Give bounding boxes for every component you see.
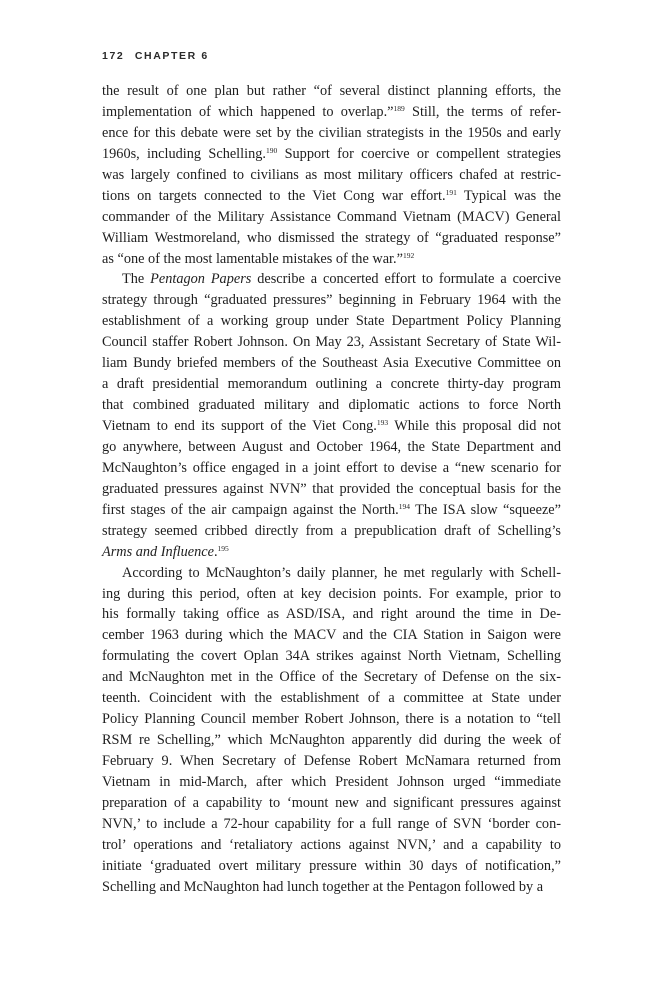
paragraph-p1 — [102, 81, 561, 269]
text-line — [102, 311, 561, 332]
text-line — [102, 521, 561, 542]
text-line — [102, 877, 561, 898]
text-line — [102, 835, 561, 856]
text-line — [102, 353, 561, 374]
body-text — [102, 81, 561, 898]
text-line — [102, 416, 561, 437]
text-line — [102, 249, 561, 270]
text-run: liam Bundy briefed members of the Southeast Asia Executive Committee on — [102, 355, 561, 372]
text-line — [102, 563, 561, 584]
text-line — [102, 332, 561, 353]
text-line — [102, 144, 561, 165]
text-run: ing during this period, often at key decision points. For example, prior to — [102, 585, 561, 602]
text-run: strategy through “graduated pressures” beginning in February 1964 with the — [102, 292, 561, 309]
text-run: initiate ‘graduated overt military pressure within 30 days of notification,” — [102, 857, 561, 874]
text-line — [102, 290, 561, 311]
text-run: his formally taking office as ASD/ISA, and right around the time in De- — [102, 606, 561, 623]
text-line — [102, 584, 561, 605]
paragraph-p2 — [102, 269, 561, 562]
text-run: cember 1963 during which the MACV and the CIA Station in Saigon were — [102, 627, 561, 644]
text-run: as “one of the most lamentable mistakes of the war.” — [102, 250, 403, 267]
text-run: graduated pressures against NVN” that provided the conceptual basis for the — [102, 480, 561, 497]
text-run: Vietnam in mid-March, after which President Johnson urged “immediate — [102, 773, 561, 790]
text-line — [102, 123, 561, 144]
text-run: Still, the terms of refer- — [404, 103, 561, 120]
text-run: NVN,’ to include a 72-hour capability for a full range of SVN ‘border con- — [102, 815, 561, 832]
text-line — [102, 437, 561, 458]
text-line — [102, 228, 561, 249]
footnote-reference: 194 — [398, 501, 410, 511]
chapter-label: CHAPTER 6 — [134, 50, 209, 62]
text-run: the result of one plan but rather “of several distinct planning efforts, the — [102, 83, 561, 99]
footnote-reference: 195 — [217, 543, 229, 553]
text-run: commander of the Military Assistance Command Vietnam (MACV) General — [102, 208, 561, 225]
paragraph-p3 — [102, 563, 561, 898]
text-line — [102, 856, 561, 877]
text-run: a draft presidential memorandum outlining a concrete thirty-day program — [102, 376, 561, 393]
text-line — [102, 709, 561, 730]
text-run: . — [213, 543, 218, 560]
text-line — [102, 667, 561, 688]
text-line — [102, 625, 561, 646]
text-run: RSM re Schelling,” which McNaughton apparently did during the week of — [102, 732, 561, 749]
text-run: February 9. When Secretary of Defense Robert McNamara returned from — [102, 753, 561, 769]
text-run: Policy Planning Council member Robert Johnson, there is a notation to “tell — [102, 711, 561, 728]
text-run: The — [122, 271, 151, 288]
text-line — [102, 793, 561, 814]
text-run: Council staffer Robert Johnson. On May 23, Assistant Secretary of State Wil- — [102, 334, 561, 351]
text-run: preparation of a capability to ‘mount new and significant pressures against — [102, 794, 561, 811]
text-run: first stages of the air campaign against the North. — [102, 501, 399, 518]
text-run: tions on targets connected to the Viet Cong war effort. — [102, 187, 446, 204]
text-line — [102, 269, 561, 290]
text-line — [102, 751, 561, 772]
text-line — [102, 604, 561, 625]
text-run: go anywhere, between August and October 1964, the State Department and — [102, 438, 561, 455]
text-line — [102, 395, 561, 416]
text-run: Typical was the — [456, 187, 561, 204]
text-run: While this proposal did not — [388, 418, 561, 434]
text-line — [102, 81, 561, 102]
text-run: implementation of which happened to overlap.” — [102, 103, 394, 120]
text-run: William Westmoreland, who dismissed the strategy of “graduated response” — [102, 229, 561, 246]
text-line — [102, 374, 561, 395]
text-run: describe a concerted effort to formulate a coercive — [251, 271, 561, 288]
footnote-reference: 190 — [265, 145, 278, 155]
text-run: and McNaughton met in the Office of the Secretary of Defense on the six- — [102, 669, 561, 686]
footnote-reference: 191 — [445, 187, 457, 197]
text-run: that combined graduated military and diplomatic actions to force North — [102, 397, 561, 414]
text-line — [102, 814, 561, 835]
text-line — [102, 542, 561, 563]
text-run: trol’ operations and ‘retaliatory actions against NVN,’ and a capability to — [102, 836, 561, 853]
text-line — [102, 646, 561, 667]
text-run: strategy seemed cribbed directly from a prepublication draft of Schelling’s — [102, 522, 561, 539]
page-number: 172 — [102, 50, 125, 62]
text-run: Vietnam to end its support of the Viet Cong. — [102, 418, 377, 434]
text-run: teenth. Coincident with the establishment of a committee at State under — [102, 690, 561, 707]
text-run: 1960s, including Schelling. — [102, 145, 266, 162]
text-run: establishment of a working group under State Department Policy Planning — [102, 313, 561, 330]
text-line — [102, 458, 561, 479]
text-run: The ISA slow “squeeze” — [409, 501, 561, 518]
text-run: ence for this debate were set by the civilian strategists in the 1950s and early — [102, 124, 561, 141]
text-line — [102, 165, 561, 186]
text-line — [102, 500, 561, 521]
footnote-reference: 193 — [376, 418, 389, 427]
text-run: was largely confined to civilians as most military officers chafed at restric- — [102, 166, 561, 183]
text-line — [102, 479, 561, 500]
text-line — [102, 730, 561, 751]
text-line — [102, 688, 561, 709]
text-line — [102, 207, 561, 228]
footnote-reference: 192 — [402, 250, 415, 260]
text-line — [102, 772, 561, 793]
text-line — [102, 102, 561, 123]
text-line — [102, 186, 561, 207]
text-run: Schelling and McNaughton had lunch together at the Pentagon followed by a — [102, 878, 544, 895]
italic-title: Arms and Influence — [102, 543, 214, 560]
running-head — [102, 50, 209, 62]
text-run: McNaughton’s office engaged in a joint effort to devise a “new scenario for — [102, 459, 561, 476]
italic-title: Pentagon Papers — [150, 271, 252, 288]
text-run: formulating the covert Oplan 34A strikes against North Vietnam, Schelling — [102, 648, 561, 665]
text-run: According to McNaughton’s daily planner, he met regularly with Schell- — [122, 564, 561, 581]
text-run: Support for coercive or compellent strategies — [277, 145, 561, 162]
footnote-reference: 189 — [393, 103, 405, 113]
